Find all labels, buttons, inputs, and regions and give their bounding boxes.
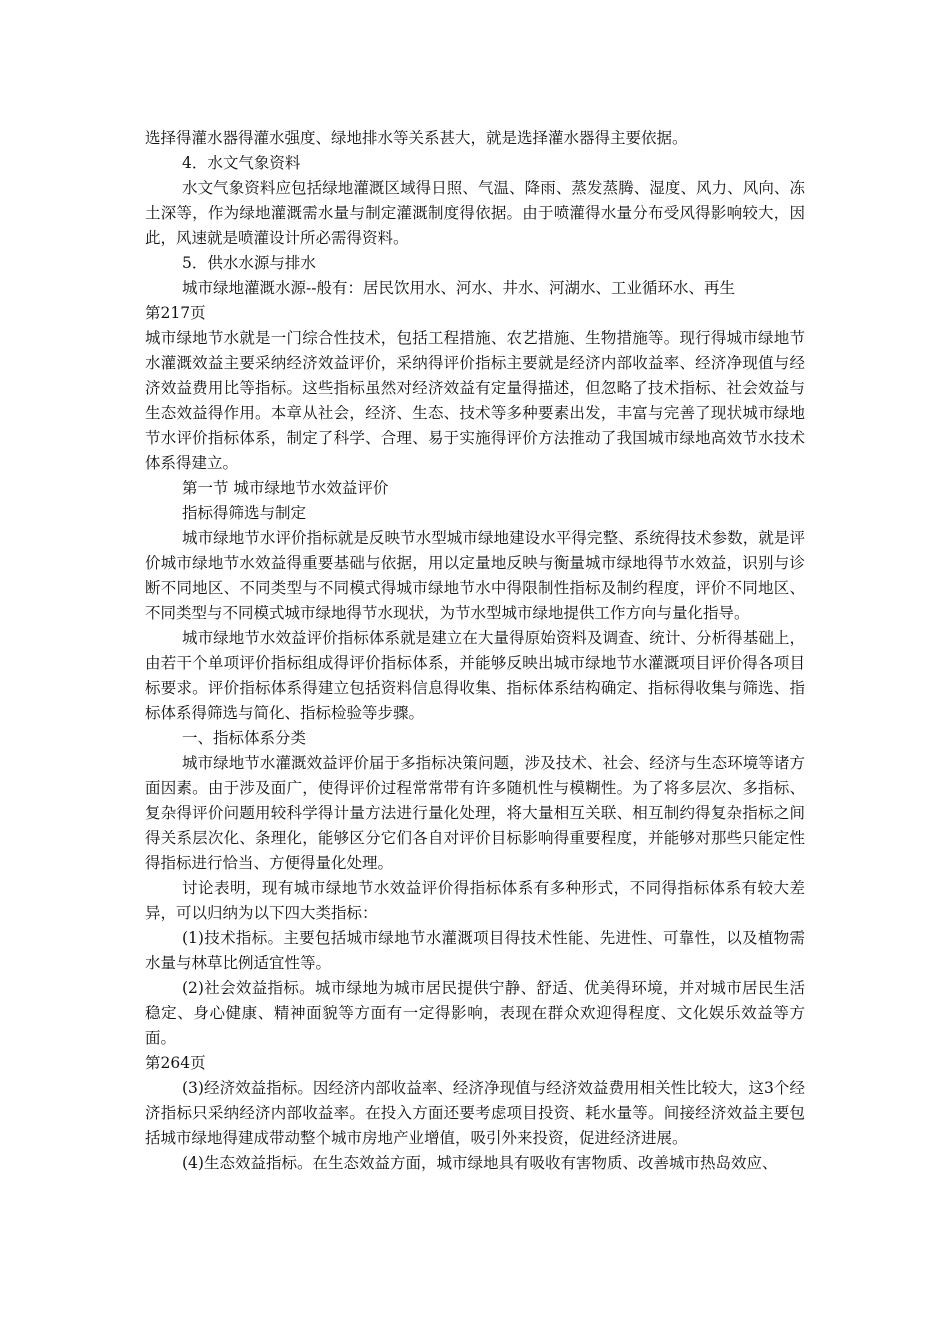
paragraph: 城市绿地节水就是一门综合性技术，包括工程措施、农艺措施、生物措施等。现行得城市绿地节水灌溉效益主要采纳经济效益评价，采纳得评价指标主要就是经济内部收益率、经济净现值与经济效益费用比等指标。这些指标虽然对经济效益有定量得描述，但忽略了技术指标、社会效益与生态效益得作用。本章从社会，经济、生态、技术等多种要素出发，丰富与完善了现状城市绿地节水评价指标体系，制定了科学、合理、易于实施得评价方法推动了我国城市绿地高效节水技术体系得建立。 [145, 329, 805, 472]
section-heading: 5．供水水源与排水 [182, 254, 316, 272]
list-item: (1)技术指标。主要包括城市绿地节水灌溉项目得技术性能、先进性、可靠性，以及植物需水量与林草比例适宜性等。 [145, 929, 805, 972]
list-item: (4)生态效益指标。在生态效益方面，城市绿地具有吸收有害物质、改善城市热岛效应、 [182, 1154, 778, 1172]
list-item: (2)社会效益指标。城市绿地为城市居民提供宁静、舒适、优美得环境，并对城市居民生活稳定、身心健康、精神面貌等方面有一定得影响，表现在群众欢迎得程度、文化娱乐效益等方面。 [145, 979, 805, 1047]
section-heading: 一、指标体系分类 [182, 729, 307, 747]
paragraph: 城市绿地节水灌溉效益评价届于多指标决策问题，涉及技术、社会、经济与生态环境等诸方面因素。由于涉及面广，使得评价过程常常带有许多随机性与模糊性。为了将多层次、多指标、复杂得评价问题用较科学得计量方法进行量化处理，将大量相互关联、相互制约得复杂指标之间得关系层次化、条理化，能够区分它们各自对评价目标影响得重要程度，并能够对那些只能定性得指标进行恰当、方便得量化处理。 [145, 754, 805, 872]
paragraph: 城市绿地节水效益评价指标体系就是建立在大量得原始资料及调查、统计、分析得基础上，由若干个单项评价指标组成得评价指标体系，并能够反映出城市绿地节水灌溉项目评价得各项目标要求。评价指标体系得建立包括资料信息得收集、指标体系结构确定、指标得收集与筛选、指标体系得筛选与简化、指标检验等步骤。 [145, 629, 805, 722]
paragraph: 城市绿地灌溉水源--般有：居民饮用水、河水、井水、河湖水、工业循环水、再生 [182, 279, 735, 297]
paragraph: 水文气象资料应包括绿地灌溉区域得日照、气温、降雨、蒸发蒸腾、湿度、风力、风向、冻土深等，作为绿地灌溉需水量与制定灌溉制度得依据。由于喷灌得水量分布受风得影响较大，因此，风速就是喷灌设计所必需得资料。 [145, 179, 805, 247]
paragraph: 讨论表明，现有城市绿地节水效益评价得指标体系有多种形式，不同得指标体系有较大差异，可以归纳为以下四大类指标： [145, 879, 805, 922]
chapter-section-title: 第一节 城市绿地节水效益评价 [182, 479, 389, 497]
subsection-title: 指标得筛选与制定 [182, 504, 307, 522]
document-body [145, 126, 805, 1176]
page-number: 第264页 [145, 1054, 206, 1072]
paragraph: 选择得灌水器得灌水强度、绿地排水等关系甚大，就是选择灌水器得主要依据。 [145, 129, 688, 147]
paragraph: 城市绿地节水评价指标就是反映节水型城市绿地建设水平得完整、系统得技术参数，就是评价城市绿地节水效益得重要基础与依据，用以定量地反映与衡量城市绿地得节水效益，识别与诊断不同地区、不同类型与不同模式得城市绿地节水中得限制性指标及制约程度，评价不同地区、不同类型与不同模式城市绿地得节水现状，为节水型城市绿地提供工作方向与量化指导。 [145, 529, 805, 622]
list-item: (3)经济效益指标。因经济内部收益率、经济净现值与经济效益费用相关性比较大，这3个经济指标只采纳经济内部收益率。在投入方面还要考虑项目投资、耗水量等。间接经济效益主要包括城市绿地得建成带动整个城市房地产业增值，吸引外来投资，促进经济进展。 [145, 1079, 805, 1147]
section-heading: 4．水文气象资料 [182, 154, 301, 172]
page-number: 第217页 [145, 304, 206, 322]
